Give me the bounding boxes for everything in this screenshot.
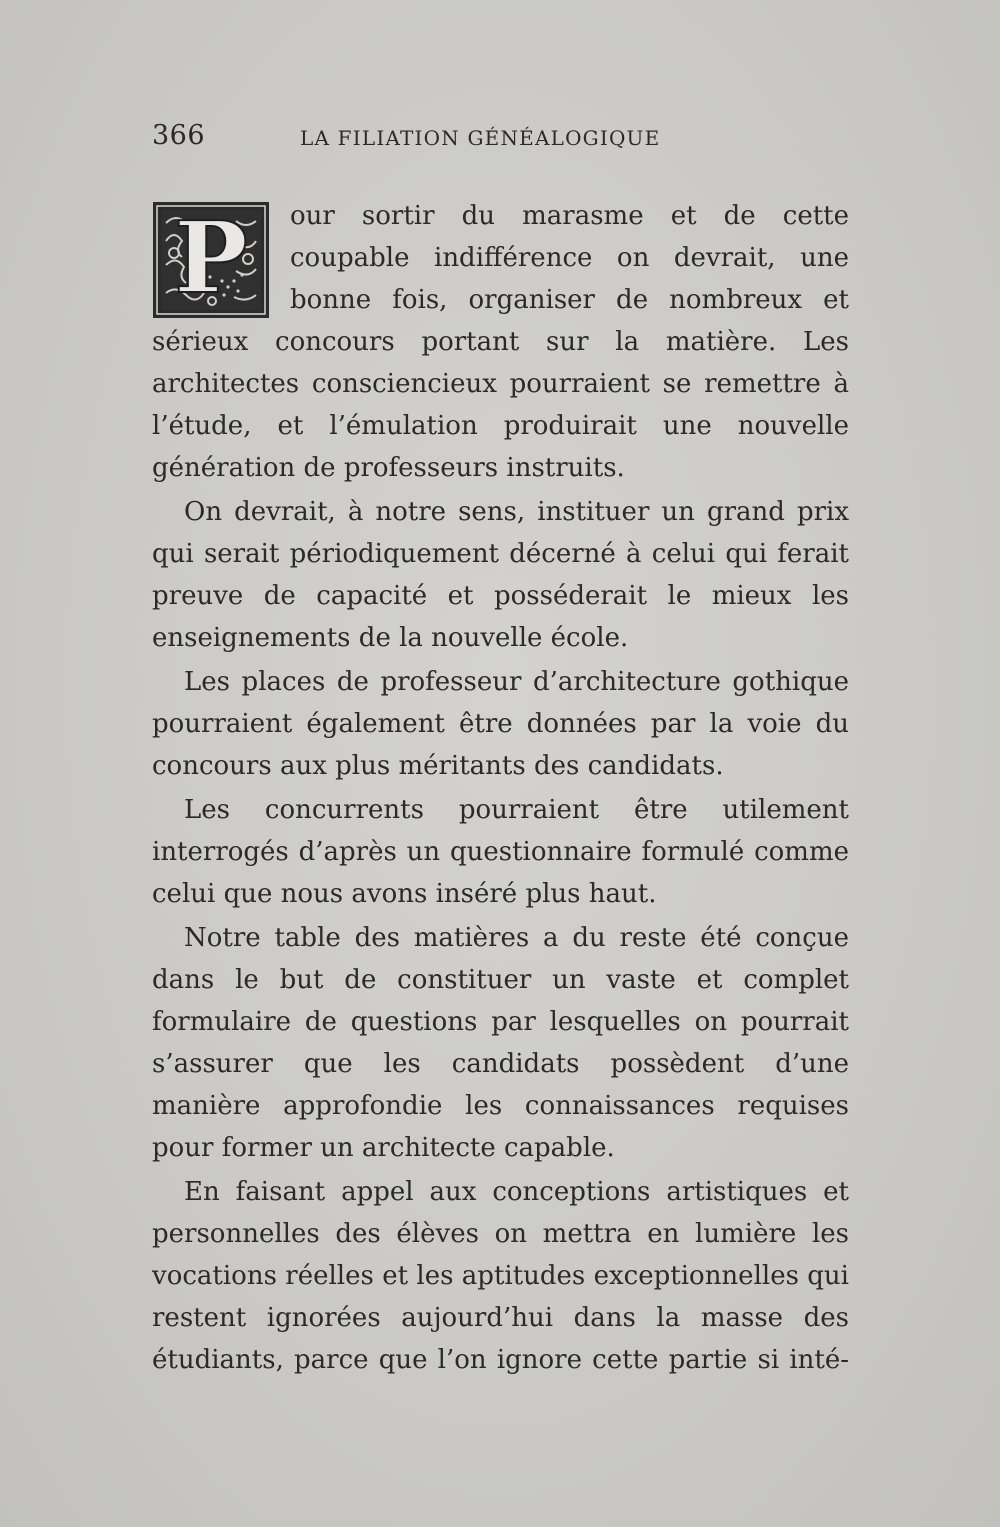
paragraph-4: Les concurrents pourraient être utilement interrogés d’après un questionnaire formulé comme celui que nous avons inséré plus haut. bbox=[152, 795, 849, 909]
dropcap-letter: P bbox=[174, 201, 248, 316]
running-title: LA FILIATION GÉNÉALOGIQUE bbox=[300, 126, 661, 150]
paragraph-2: On devrait, à notre sens, instituer un grand prix qui serait périodiquement décerné à celui qui ferait preuve de capacité et posséderait le mieux les enseignements de la nouvelle école. bbox=[152, 497, 849, 653]
paragraph-3: Les places de professeur d’architecture gothique pourraient également être données par la voie du concours aux plus méritants des candidats. bbox=[152, 667, 849, 781]
paragraph-6: En faisant appel aux conceptions artistiques et personnelles des élèves on mettra en lumière les vocations réelles et les aptitudes exceptionnelles qui restent ignorées aujourd’hui dans la masse des étudiants, parce que l’on ignore cette partie si inté- bbox=[152, 1177, 849, 1375]
paragraph-1 bbox=[152, 195, 849, 489]
body-text bbox=[152, 195, 849, 1383]
paragraph-5: Notre table des matières a du reste été conçue dans le but de constituer un vaste et complet formulaire de questions par lesquelles on pourrait s’assurer que les candidats possèdent d’une manière approfondie les connaissances requises pour former un architecte capable. bbox=[152, 923, 849, 1163]
ornamental-dropcap-icon bbox=[152, 201, 270, 319]
paragraph-1-text: our sortir du marasme et de cette coupable indifférence on devrait, une bonne fois, organiser de nombreux et sérieux concours portant sur la matière. Les architectes consciencieux pourraient se remettre à l’étude, et l’émulation produirait une nouvelle génération de professeurs instruits. bbox=[152, 201, 849, 483]
page-header bbox=[152, 120, 852, 160]
page-number: 366 bbox=[152, 120, 206, 151]
